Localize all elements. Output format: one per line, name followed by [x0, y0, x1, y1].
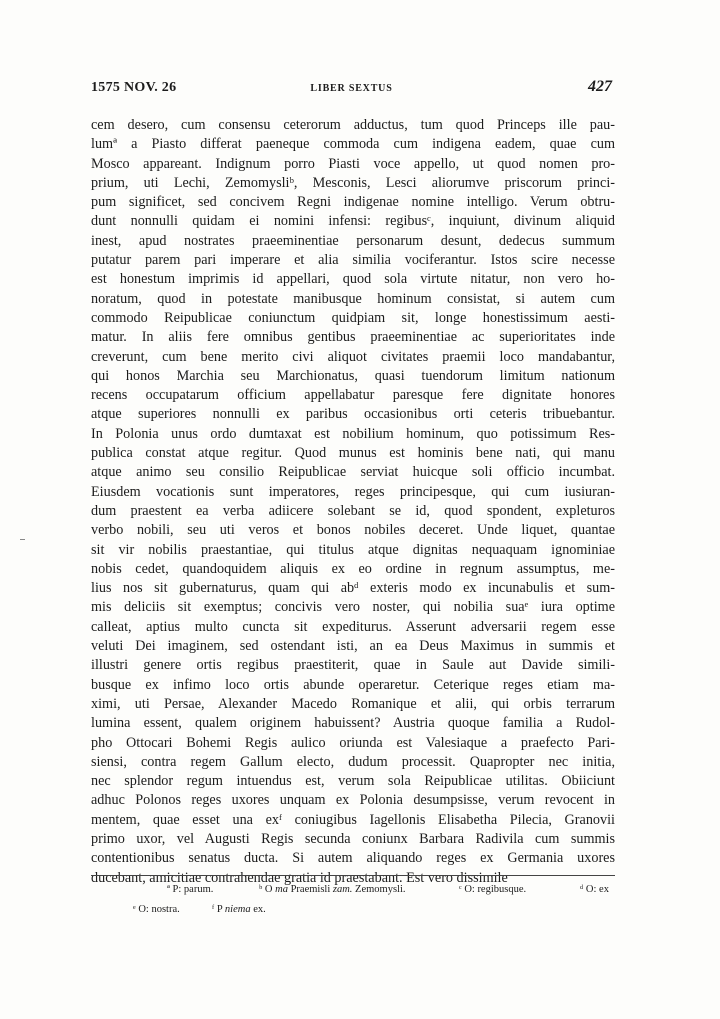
footnote-italic: niema [224, 904, 251, 915]
text-line: adhuc Polonos reges uxores unquam ex Polonia desumpsisse, verum revocent in [91, 792, 615, 809]
footnotes [91, 880, 631, 920]
footnote-mark: ᶠ [212, 904, 215, 915]
text-line: recens occupatarum officium appellabatur paresque fere dignitate honores [91, 387, 615, 404]
header-book-title: LIBER SEXTUS [310, 83, 393, 94]
footnote-e [133, 900, 180, 920]
margin-mark [20, 539, 25, 540]
text-line: ximi, uti Persae, Alexander Macedo Romanique et alii, qui orbis terrarum [91, 695, 615, 712]
main-text [91, 116, 615, 888]
text-line: noratum, quod in potestate manibusque hominum consistat, si autem cum [91, 290, 615, 307]
footnote-text: O [264, 884, 273, 895]
footnote-text: Zemomysli. [355, 884, 406, 895]
text-line: est honestum imprimis id appellari, quod sola virtute nitatur, non vero ho- [91, 271, 615, 288]
text-line: lius nos sit gubernaturus, quam qui abᵈ exteris modo ex incunabulis et sum- [91, 580, 615, 597]
footnote-mark: ᵈ [580, 884, 584, 895]
text-line: inest, apud nostrates praeeminentiae personarum desunt, dedecus summum [91, 232, 615, 249]
text-line: prium, uti Lechi, Zemomysliᵇ, Mesconis, Lesci aliorumve priscorum princi- [91, 174, 615, 191]
text-line: creverunt, cum bene merito civi aliquot civitates praemii loco mandabantur, [91, 348, 615, 365]
text-line: veluti Dei imaginem, sed ostendant isti, an ea Deus Maximus in summis et [91, 638, 615, 655]
text-line: pho Ottocari Bohemi Regis aulico oriunda est Valesiaque a praefecto Pari- [91, 734, 615, 751]
text-line: mis deliciis sit exemptus; concivis vero noster, qui nobilia suaᵉ iura optime [91, 599, 615, 616]
footnote-text: ex. [253, 904, 266, 915]
text-line: contentionibus senatus ducta. Si autem aliquando reges ex Germania uxores [91, 850, 615, 867]
footnote-mark: ᵇ [259, 884, 263, 895]
text-line: lumina essent, qualem originem habuissent? Austria quoque familia a Rudol- [91, 715, 615, 732]
text-line: Mosco appareant. Indignum porro Piasti voce appello, ut quod nomen pro- [91, 155, 615, 172]
text-line: pum significet, sed concivem Regni indigenae nomine intelligo. Verum obtru- [91, 194, 615, 211]
text-line: atque superiores nonnulli ex paribus occasionibus orti ceteris tribuebantur. [91, 406, 615, 423]
footnote-b [259, 880, 406, 900]
text-line: sit vir nobilis praestantiae, qui titulus atque dignitas nequaquam ignominiae [91, 541, 615, 558]
footnote-c [459, 880, 526, 900]
footnote-d [580, 880, 609, 900]
text-line: publica constat atque regitur. Quod munus est hominis bene nati, qui manu [91, 445, 615, 462]
footnote-mark: ᶜ [459, 884, 462, 895]
text-line: dunt nonnulli quidam ei nomini infensi: regibusᶜ, inquiunt, divinum aliquid [91, 213, 615, 230]
text-line: qui honos Marchia seu Marchionatus, quasi tuendorum limitum nationum [91, 367, 615, 384]
text-line: lumª a Piasto differat paeneque commoda cum indigena eadem, quae cum [91, 136, 615, 153]
footnote-text: O: ex [585, 884, 609, 895]
footnote-f [212, 900, 266, 920]
footnote-row-2 [91, 900, 631, 920]
text-line: putatur parem pari imperare et alia similia vociferantur. Istos scire necesse [91, 252, 615, 269]
footnote-rule [91, 875, 615, 876]
footnote-text: P [216, 904, 223, 915]
text-line: nec splendor regum intuendus est, verum sola Reipublicae utilitas. Obiiciunt [91, 773, 615, 790]
text-line: cem desero, cum consensu ceterorum adductus, tum quod Princeps ille pau- [91, 117, 615, 133]
footnote-text: Praemisli [290, 884, 331, 895]
text-line: Eiusdem vocationis sunt imperatores, reges principesque, qui cum iusiuran- [91, 483, 615, 500]
footnote-text: O: regibusque. [464, 884, 527, 895]
header-date: 1575 NOV. 26 [91, 80, 177, 95]
text-line: siensi, contra regem Gallum electo, dudum processit. Quapropter nec initia, [91, 753, 615, 770]
text-line: atque animo seu consilio Reipublicae serviat huicque soli officio incumbat. [91, 464, 615, 481]
footnote-mark: ᵉ [133, 904, 136, 915]
footnote-mark: ª [167, 884, 170, 895]
footnote-text: O: nostra. [138, 904, 180, 915]
text-line: mentem, quae esset una exᶠ coniugibus Iagellonis Elisabetha Pilecia, Granovii [91, 811, 615, 828]
text-line: dum praestent ea verba adiicere solebant se id, quod spondent, expleturos [91, 502, 615, 519]
text-line: matur. In aliis fere omnibus gentibus praeeminentiae ac superioritates inde [91, 329, 615, 346]
text-line: verbo nobili, seu uti veros et bonos nobiles deceret. Unde liquet, quantae [91, 522, 615, 539]
text-line: illustri genere ortis regibus praestiterit, quae in Saule aut Davide simili- [91, 657, 615, 674]
text-line: busque ex infimo loco ortis abunde operaretur. Ceterique reges etiam ma- [91, 676, 615, 693]
footnote-text: P: parum. [172, 884, 214, 895]
text-line: ducebant, amicitiae contrahendae gratia id praestabant. Est vero dissimile [91, 869, 508, 886]
footnote-italic: ma [275, 884, 288, 895]
footnote-italic: zam. [332, 884, 353, 895]
footnote-row-1 [91, 880, 631, 900]
text-line: In Polonia unus ordo dumtaxat est nobilium hominum, quo potissimum Res- [91, 425, 615, 442]
text-line: nobis cedet, quandoquidem aliquis ex eo ordine in regnum assumptus, me- [91, 560, 615, 577]
text-line: commodo Reipublicae coniunctum quidpiam sit, longe honestissimum aesti- [91, 309, 615, 326]
page-number: 427 [588, 78, 612, 95]
text-line: calleat, aptius multo cuncta sit expediturus. Asserunt adversarii regem esse [91, 618, 615, 635]
text-line: primo uxor, vel Augusti Regis secunda coniunx Barbara Radivila cum summis [91, 830, 615, 847]
running-header [91, 78, 612, 100]
footnote-a [167, 880, 213, 900]
